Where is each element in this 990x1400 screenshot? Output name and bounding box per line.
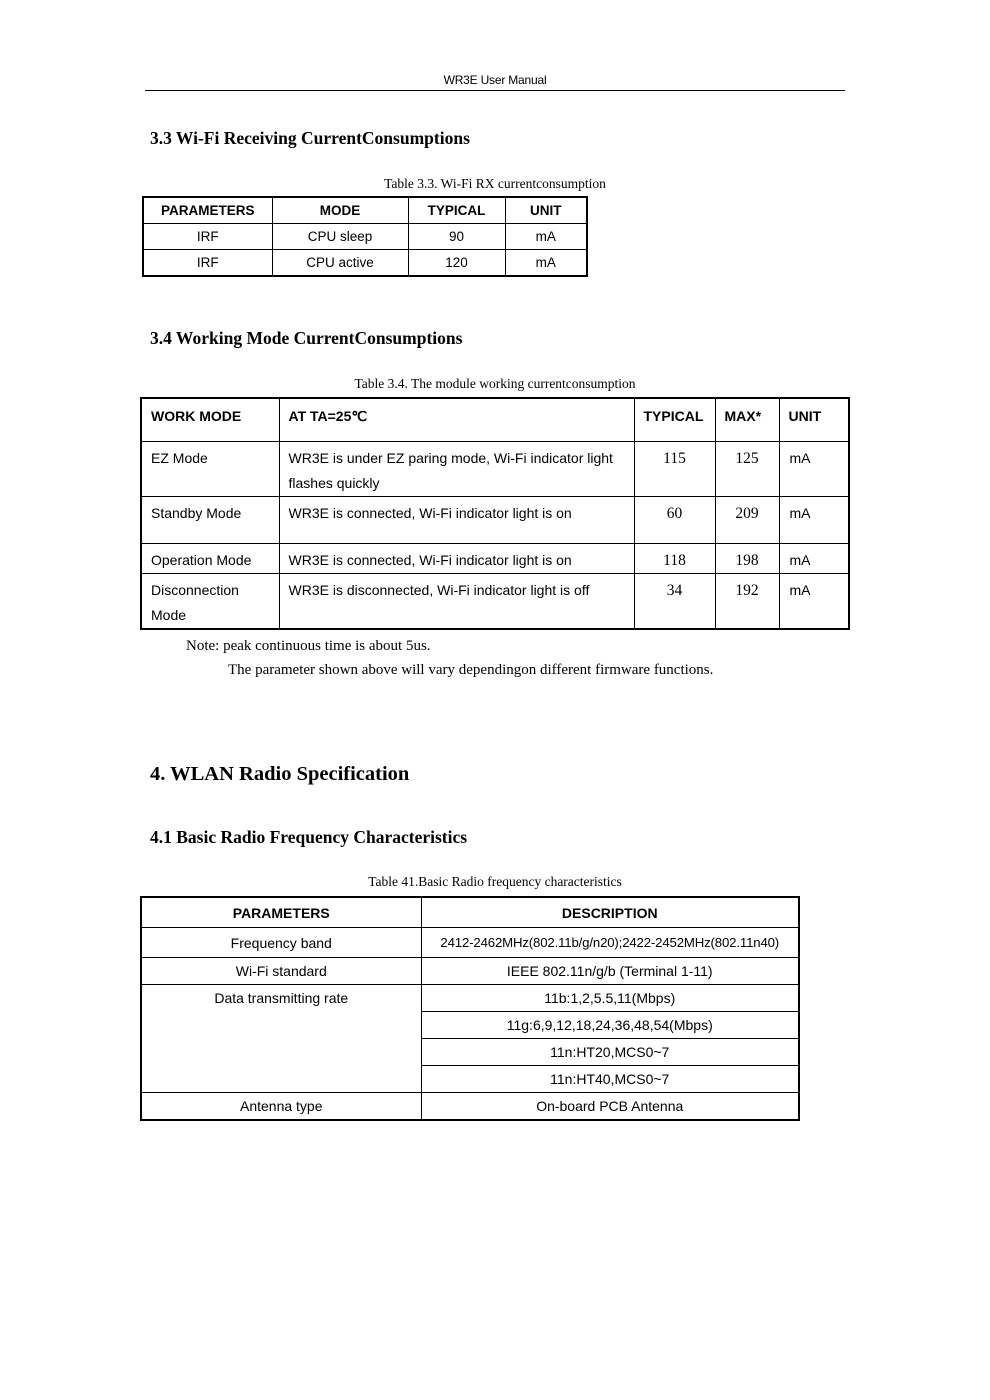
table-cell: 209 [715, 497, 779, 544]
table-row [141, 985, 799, 1012]
table-cell: IRF [143, 224, 272, 250]
table-cell: 60 [634, 497, 715, 544]
column-header: TYPICAL [408, 197, 505, 224]
table-cell: 120 [408, 250, 505, 277]
table-cell: EZ Mode [141, 442, 279, 497]
section-heading-4-1: 4.1 Basic Radio Frequency Characteristics [150, 827, 468, 847]
table-cell: 198 [715, 544, 779, 574]
working-mode-table [140, 397, 850, 630]
table-header-row [141, 398, 849, 442]
column-header: DESCRIPTION [421, 897, 799, 928]
table-caption-4-1: Table 41.Basic Radio frequency characteristics [368, 874, 622, 889]
table-cell: 2412-2462MHz(802.11b/g/n20);2422-2452MHz(802.11n40) [421, 928, 799, 958]
table-cell: 11n:HT20,MCS0~7 [421, 1039, 799, 1066]
table-cell: 11n:HT40,MCS0~7 [421, 1066, 799, 1093]
table-cell: Standby Mode [141, 497, 279, 544]
table-cell: 11b:1,2,5.5,11(Mbps) [421, 985, 799, 1012]
table-caption-3-3: Table 3.3. Wi-Fi RX currentconsumption [384, 176, 606, 191]
table-cell: 11g:6,9,12,18,24,36,48,54(Mbps) [421, 1012, 799, 1039]
header-rule [145, 90, 845, 91]
table-cell: 118 [634, 544, 715, 574]
table-cell: Wi-Fi standard [141, 958, 421, 985]
column-header: WORK MODE [141, 398, 279, 442]
radio-frequency-table [140, 896, 800, 1121]
table-row [143, 224, 587, 250]
table-cell: WR3E is under EZ paring mode, Wi-Fi indicator light flashes quickly [279, 442, 634, 497]
table-cell: IRF [143, 250, 272, 277]
table-caption-3-4: Table 3.4. The module working currentconsumption [354, 376, 636, 391]
table-cell: CPU active [272, 250, 408, 277]
table-cell: mA [779, 497, 849, 544]
column-header: UNIT [779, 398, 849, 442]
table-cell: Data transmitting rate [141, 985, 421, 1093]
table-cell: 192 [715, 574, 779, 630]
column-header: PARAMETERS [143, 197, 272, 224]
table-row [141, 574, 849, 630]
table-cell: CPU sleep [272, 224, 408, 250]
table-cell: Disconnection Mode [141, 574, 279, 630]
table-row [141, 928, 799, 958]
table-cell: mA [779, 574, 849, 630]
column-header: UNIT [505, 197, 587, 224]
table-cell: Operation Mode [141, 544, 279, 574]
table-row [141, 497, 849, 544]
table-cell: WR3E is connected, Wi-Fi indicator light is on [279, 497, 634, 544]
table-cell: WR3E is connected, Wi-Fi indicator light is on [279, 544, 634, 574]
section-heading-3-3: 3.3 Wi-Fi Receiving CurrentConsumptions [150, 128, 470, 148]
table-cell: mA [779, 544, 849, 574]
note-line-1: Note: peak continuous time is about 5us. [186, 638, 431, 654]
table-cell: 34 [634, 574, 715, 630]
section-heading-4: 4. WLAN Radio Specification [150, 763, 410, 785]
table-cell: mA [505, 224, 587, 250]
column-header: MAX* [715, 398, 779, 442]
table-cell: mA [505, 250, 587, 277]
table-row [143, 250, 587, 277]
table-cell: Antenna type [141, 1093, 421, 1121]
table-row [141, 958, 799, 985]
table-cell: IEEE 802.11n/g/b (Terminal 1-11) [421, 958, 799, 985]
note-line-2: The parameter shown above will vary dependingon different firmware functions. [228, 662, 714, 678]
table-row [141, 442, 849, 497]
table-row [141, 544, 849, 574]
column-header: PARAMETERS [141, 897, 421, 928]
table-cell: mA [779, 442, 849, 497]
table-cell: 115 [634, 442, 715, 497]
column-header: TYPICAL [634, 398, 715, 442]
column-header: MODE [272, 197, 408, 224]
rx-current-table [142, 196, 588, 277]
table-cell: Frequency band [141, 928, 421, 958]
table-cell: 125 [715, 442, 779, 497]
table-cell: On-board PCB Antenna [421, 1093, 799, 1121]
page-header-title: WR3E User Manual [443, 73, 547, 87]
table-header-row [141, 897, 799, 928]
table-row [141, 1093, 799, 1121]
table-header-row [143, 197, 587, 224]
section-heading-3-4: 3.4 Working Mode CurrentConsumptions [150, 328, 463, 348]
table-cell: 90 [408, 224, 505, 250]
table-cell: WR3E is disconnected, Wi-Fi indicator light is off [279, 574, 634, 630]
column-header: AT TA=25℃ [279, 398, 634, 442]
